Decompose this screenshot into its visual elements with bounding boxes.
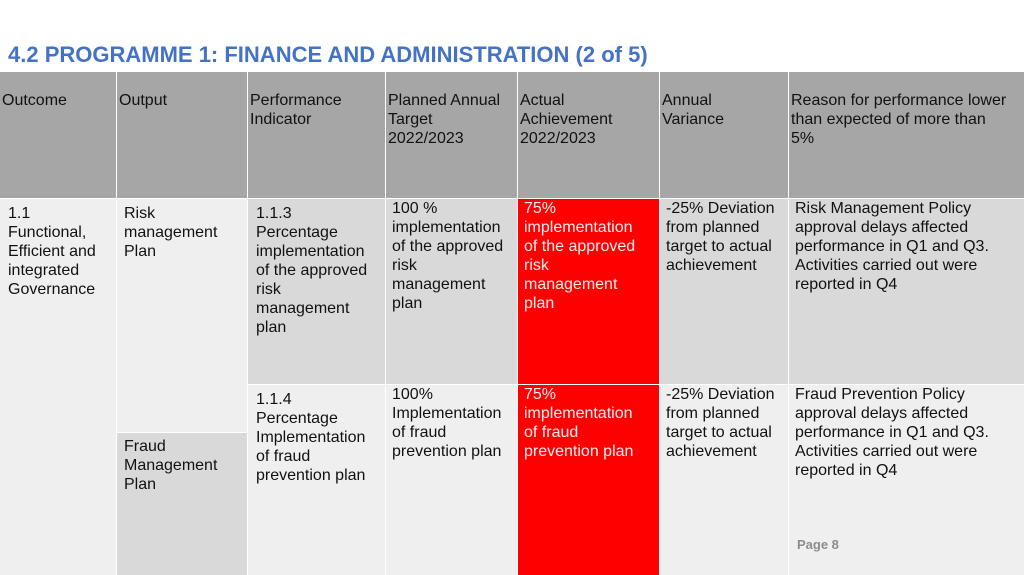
header-output-label: Output [119, 92, 168, 109]
row2-variance-text: -25% Deviation from planned target to actual achievement [666, 386, 775, 460]
header-variance [660, 72, 788, 198]
output-fraud-text: Fraud Management Plan [124, 438, 218, 493]
row2-actual-cell [518, 385, 659, 575]
page-number: Page 8 [797, 537, 839, 552]
row2-indicator-cell [248, 385, 385, 575]
row1-reason-text: Risk Management Policy approval delays affected performance in Q1 and Q3. Activities carried out were reported in Q4 [795, 200, 989, 293]
header-target [386, 72, 517, 198]
header-variance-label: Annual Variance [662, 92, 724, 128]
row2-indicator-text: 1.1.4 Percentage Implementation of fraud prevention plan [256, 391, 366, 484]
row1-indicator-text: 1.1.3 Percentage implementation of the approved risk management plan [256, 205, 368, 336]
header-target-label: Planned Annual Target 2022/2023 [388, 92, 501, 147]
header-indicator [248, 72, 385, 198]
header-reason [789, 72, 1024, 198]
header-outcome [0, 72, 116, 198]
header-reason-label: Reason for performance lower than expected of more than 5% [791, 92, 1007, 147]
row1-target-cell [386, 199, 517, 384]
header-outcome-label: Outcome [2, 92, 67, 109]
header-output [117, 72, 247, 198]
row1-actual-text: 75% implementation of the approved risk management plan [524, 200, 636, 312]
output-risk-cell [117, 199, 247, 432]
outcome-text: 1.1 Functional, Efficient and integrated Governance [8, 205, 96, 298]
output-risk-text: Risk management Plan [124, 205, 218, 260]
row1-indicator-cell [248, 199, 385, 384]
row2-target-cell [386, 385, 517, 575]
row1-variance-text: -25% Deviation from planned target to actual achievement [666, 200, 775, 274]
row1-reason-cell [789, 199, 1024, 384]
row2-target-text: 100% Implementation of fraud prevention plan [392, 386, 502, 460]
row1-target-text: 100 % implementation of the approved risk management plan [392, 200, 504, 312]
row2-actual-text: 75% implementation of fraud prevention plan [524, 386, 634, 460]
header-indicator-label: Performance Indicator [250, 92, 342, 128]
outcome-cell [0, 199, 116, 575]
output-fraud-cell [117, 433, 247, 575]
row2-variance-cell [660, 385, 788, 575]
row2-reason-text: Fraud Prevention Policy approval delays affected performance in Q1 and Q3. Activities carried out were reported in Q4 [795, 386, 989, 479]
header-actual-label: Actual Achievement 2022/2023 [520, 92, 613, 147]
row1-actual-cell [518, 199, 659, 384]
row1-variance-cell [660, 199, 788, 384]
header-actual [518, 72, 659, 198]
page-title: 4.2 PROGRAMME 1: FINANCE AND ADMINISTRATION (2 of 5) [8, 42, 648, 67]
